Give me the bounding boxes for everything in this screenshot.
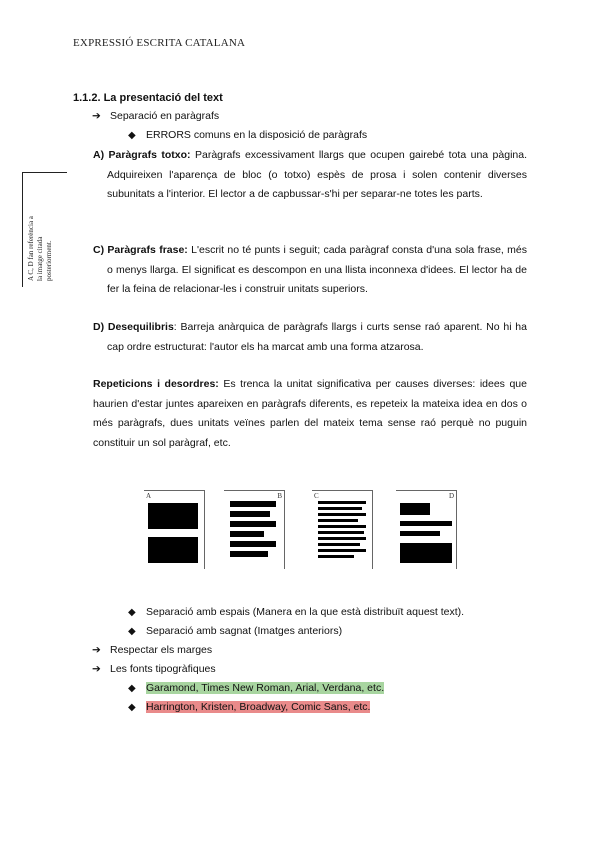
figure-d-label: D (448, 492, 454, 500)
paragraph-a (93, 146, 527, 205)
paragraph-figures (0, 490, 600, 590)
figure-d (396, 490, 457, 569)
bullet-errors: ◆ ERRORS comuns en la disposició de paràgrafs (128, 129, 368, 141)
arrow-icon: ➔ (92, 663, 101, 675)
figure-b (224, 490, 285, 569)
bullet-sagnat: ◆ Separació amb sagnat (Imatges anteriors) (128, 625, 343, 637)
bullet-bad-fonts (128, 701, 370, 713)
figure-b-label: B (277, 492, 282, 500)
figure-c (312, 490, 373, 569)
side-note-line-1: A C, D fan referència a (27, 216, 35, 281)
side-note-line-3: posteriorment. (45, 240, 53, 281)
figure-a-label: A (146, 492, 152, 500)
diamond-bullet-icon: ◆ (128, 607, 136, 618)
bad-fonts-highlight: Harrington, Kristen, Broadway, Comic Sans, etc. (146, 701, 371, 713)
section-title: 1.1.2. La presentació del text (73, 92, 223, 104)
arrow-icon: ➔ (92, 110, 101, 122)
bullet-marges: ➔ Respectar els marges (92, 644, 213, 656)
paragraph-d (93, 318, 527, 357)
paragraph-c-text: L'escrit no té punts i seguit; cada paràgraf consta d'una sola frase, més o menys llarga. El significat es descompon en una llista inconnexa d'idees. El lector ha de fer la feina de relacionar-les i construir unitats superiors. (107, 244, 527, 295)
paragraph-d-label: D) Desequilibris (93, 321, 174, 333)
diamond-bullet-icon: ◆ (128, 702, 136, 713)
paragraph-c-label: C) Paràgrafs frase: (93, 244, 188, 256)
paragraph-a-text: Paràgrafs excessivament llargs que ocupen gairebé tota una pàgina. Adquireixen l'aparença de bloc (o totxo) espès de prosa i solen contenir diverses subunitats a l'interior. El lector a de capbussar-s'hi per separar-ne totes les parts. (107, 149, 528, 200)
page-header: EXPRESSIÓ ESCRITA CATALANA (73, 37, 246, 49)
side-note (22, 172, 67, 287)
paragraph-a-label: A) Paràgrafs totxo: (93, 149, 191, 161)
bullet-espais: ◆ Separació amb espais (Manera en la que està distribuït aquest text). (128, 606, 465, 618)
bullet-separacio: ➔ Separació en paràgrafs (92, 110, 220, 122)
paragraph-d-text: : Barreja anàrquica de paràgrafs llargs i curts sense raó aparent. No hi ha cap ordre estructurat: l'autor els ha marcat amb una forma atzarosa. (107, 321, 527, 353)
good-fonts-highlight: Garamond, Times New Roman, Arial, Verdana, etc. (146, 682, 385, 694)
diamond-bullet-icon: ◆ (128, 626, 136, 637)
paragraph-repeticions-label: Repeticions i desordres: (93, 378, 219, 390)
figure-c-label: C (314, 492, 319, 500)
diamond-bullet-icon: ◆ (128, 130, 136, 141)
arrow-icon: ➔ (92, 644, 101, 656)
bullet-good-fonts (128, 682, 384, 694)
paragraph-repeticions-text: Es trenca la unitat significativa per causes diverses: idees que haurien d'estar juntes apareixen en paràgrafs diferents, es repeteix la mateixa idea en dos o més paràgrafs, dues unitats veïnes parlen del mateix tema sense raó perquè no puguin constituir un sol paràgraf, etc. (93, 378, 527, 449)
paragraph-repeticions (93, 375, 527, 453)
bullet-fonts: ➔ Les fonts tipogràfiques (92, 663, 216, 675)
diamond-bullet-icon: ◆ (128, 683, 136, 694)
paragraph-c (93, 241, 527, 300)
figure-a (144, 490, 205, 569)
side-note-line-2: la imatge citada (36, 236, 44, 281)
